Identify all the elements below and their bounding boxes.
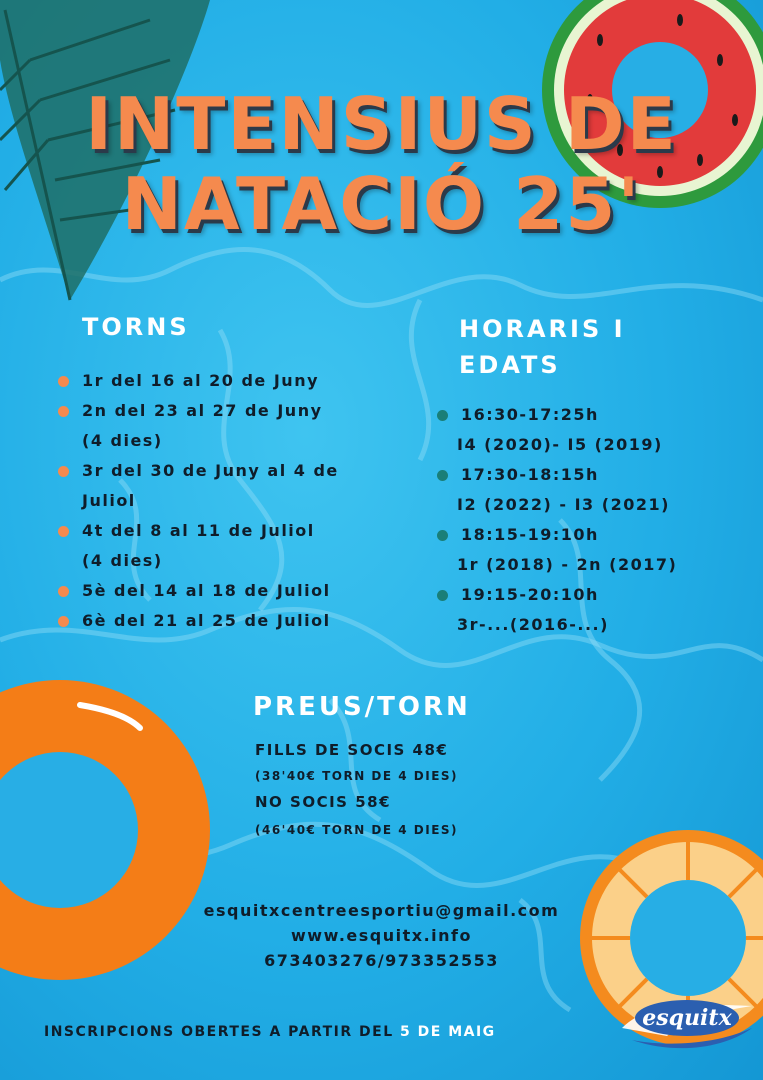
- horaris-list: [437, 400, 757, 640]
- horaris-heading: HORARIS I EDATS: [459, 315, 626, 379]
- list-item: 16:30-17:25h I4 (2020)- I5 (2019): [437, 400, 757, 460]
- list-item: 19:15-20:10h 3r-...(2016-...): [437, 580, 757, 640]
- bullet-icon: [437, 530, 448, 541]
- list-item: 18:15-19:10h 1r (2018) - 2n (2017): [437, 520, 757, 580]
- bullet-icon: [437, 470, 448, 481]
- price-socis: FILLS DE SOCIS 48€: [255, 741, 449, 759]
- footer-date: 5 DE MAIG: [400, 1024, 496, 1040]
- bullet-icon: [58, 526, 69, 537]
- torns-heading: TORNS: [82, 313, 190, 341]
- price-no-socis: NO SOCIS 58€: [255, 793, 392, 811]
- footer-text: INSCRIPCIONS OBERTES A PARTIR DEL 5 DE MAIG: [44, 1024, 496, 1040]
- list-item: 17:30-18:15h I2 (2022) - I3 (2021): [437, 460, 757, 520]
- bullet-icon: [58, 466, 69, 477]
- title-line-2: NATACIÓ 25': [121, 162, 642, 246]
- contact-phones: 673403276/973352553: [264, 951, 499, 970]
- bullet-icon: [58, 616, 69, 627]
- logo-text: esquitx: [642, 1005, 732, 1031]
- esquitx-logo: [612, 988, 762, 1056]
- title-line-1: INTENSIUS DE: [85, 82, 678, 166]
- list-item: 3r del 30 de Juny al 4 de Juliol: [58, 456, 388, 516]
- list-item: 6è del 21 al 25 de Juliol: [58, 606, 388, 636]
- bullet-icon: [437, 590, 448, 601]
- list-item: 5è del 14 al 18 de Juliol: [58, 576, 388, 606]
- bullet-icon: [58, 406, 69, 417]
- preus-heading: PREUS/TORN: [253, 692, 471, 722]
- bullet-icon: [437, 410, 448, 421]
- list-item: 2n del 23 al 27 de Juny (4 dies): [58, 396, 388, 456]
- price-no-socis-note: (46'40€ TORN DE 4 DIES): [255, 823, 459, 837]
- torns-list: [58, 366, 388, 636]
- price-socis-note: (38'40€ TORN DE 4 DIES): [255, 769, 459, 783]
- list-item: 1r del 16 al 20 de Juny: [58, 366, 388, 396]
- bullet-icon: [58, 586, 69, 597]
- contact-email[interactable]: esquitxcentreesportiu@gmail.com: [203, 901, 560, 920]
- list-item: 4t del 8 al 11 de Juliol (4 dies): [58, 516, 388, 576]
- contact-web[interactable]: www.esquitx.info: [291, 926, 472, 945]
- bullet-icon: [58, 376, 69, 387]
